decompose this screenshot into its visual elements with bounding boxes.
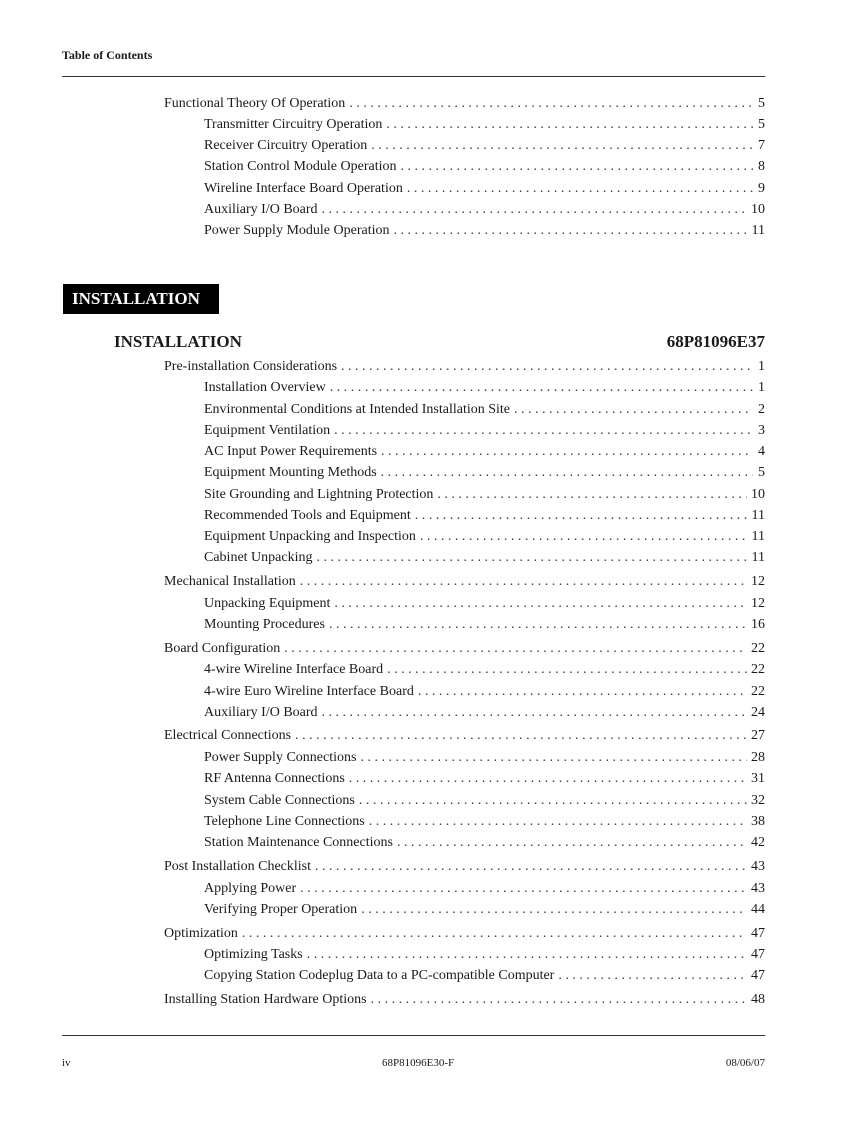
toc-entry-page: 47: [751, 926, 765, 941]
toc-dot-leader: [420, 528, 748, 546]
section-heading: INSTALLATION: [114, 332, 242, 351]
toc-entry-title: RF Antenna Connections: [204, 771, 345, 786]
toc-dot-leader: [407, 180, 753, 198]
toc-dot-leader: [371, 991, 747, 1009]
toc-dot-leader: [334, 595, 747, 613]
toc-entry-page: 44: [751, 902, 765, 917]
toc-entry[interactable]: [204, 834, 765, 852]
toc-entry-page: 7: [758, 138, 765, 153]
toc-entry-title: Site Grounding and Lightning Protection: [204, 487, 434, 502]
toc-entry-title: Electrical Connections: [164, 728, 292, 743]
toc-dot-leader: [284, 640, 747, 658]
toc-entry-title: AC Input Power Requirements: [204, 444, 378, 459]
toc-dot-leader: [334, 422, 753, 440]
toc-entry-title: Environmental Conditions at Intended Installation Site: [204, 402, 511, 417]
toc-entry-title: Pre-installation Considerations: [164, 359, 338, 374]
toc-entry[interactable]: [164, 925, 765, 943]
toc-entry[interactable]: [204, 704, 765, 722]
toc-entry-page: 12: [751, 596, 765, 611]
toc-entry[interactable]: [204, 661, 765, 679]
toc-entry-page: 11: [751, 223, 765, 238]
toc-entry-page: 12: [751, 574, 765, 589]
toc-entry-title: Applying Power: [204, 881, 297, 896]
toc-entry[interactable]: [204, 946, 765, 964]
toc-entry-title: Verifying Proper Operation: [204, 902, 358, 917]
toc-dot-leader: [300, 880, 747, 898]
toc-entry-title: Auxiliary I/O Board: [204, 705, 318, 720]
toc-entry-title: Board Configuration: [164, 641, 281, 656]
toc-entry-title: Post Installation Checklist: [164, 859, 311, 874]
toc-entry[interactable]: [204, 595, 765, 613]
footer-date: 08/06/07: [725, 1057, 765, 1069]
toc-entry-page: 22: [751, 662, 765, 677]
toc-dot-leader: [315, 858, 747, 876]
footer-rule: [62, 1035, 765, 1036]
toc-entry[interactable]: [204, 792, 765, 810]
toc-entry[interactable]: [204, 158, 765, 176]
toc-entry[interactable]: [204, 116, 765, 134]
toc-entry-page: 43: [751, 881, 765, 896]
toc-dot-leader: [295, 727, 747, 745]
toc-dot-leader: [307, 946, 747, 964]
toc-entry[interactable]: [204, 813, 765, 831]
toc-dot-leader: [558, 967, 747, 985]
toc-entry-title: 4-wire Wireline Interface Board: [204, 662, 384, 677]
toc-entry[interactable]: [204, 443, 765, 461]
toc-entry-title: Auxiliary I/O Board: [204, 202, 318, 217]
section-doc-number: 68P81096E37: [666, 332, 765, 351]
toc-entry[interactable]: [204, 379, 765, 397]
toc-entry[interactable]: [164, 991, 765, 1009]
toc-entry[interactable]: [204, 749, 765, 767]
toc-dot-leader: [387, 661, 747, 679]
toc-entry-page: 10: [751, 487, 765, 502]
toc-entry-title: Station Control Module Operation: [204, 159, 397, 174]
toc-entry-page: 3: [758, 423, 765, 438]
toc-entry[interactable]: [164, 573, 765, 591]
toc-entry[interactable]: [204, 616, 765, 634]
toc-dot-leader: [437, 486, 747, 504]
toc-entry-page: 24: [751, 705, 765, 720]
toc-dot-leader: [371, 137, 753, 155]
toc-entry-page: 1: [758, 380, 765, 395]
toc-entry[interactable]: [204, 507, 765, 525]
toc-entry-title: Equipment Mounting Methods: [204, 465, 377, 480]
toc-entry-page: 2: [758, 402, 765, 417]
toc-dot-leader: [360, 749, 747, 767]
toc-entry-title: Optimization: [164, 926, 238, 941]
toc-dot-leader: [330, 379, 753, 397]
toc-entry[interactable]: [204, 770, 765, 788]
toc-dot-leader: [329, 616, 747, 634]
toc-dot-leader: [322, 704, 747, 722]
toc-entry-title: System Cable Connections: [204, 793, 355, 808]
toc-entry-title: Mounting Procedures: [204, 617, 325, 632]
toc-entry-title: Station Maintenance Connections: [204, 835, 393, 850]
toc-entry-page: 32: [751, 793, 765, 808]
toc-entry-title: Equipment Ventilation: [204, 423, 331, 438]
toc-entry[interactable]: [164, 858, 765, 876]
toc-entry[interactable]: [164, 95, 765, 113]
toc-entry-title: Installing Station Hardware Options: [164, 992, 367, 1007]
toc-entry-title: Telephone Line Connections: [204, 814, 365, 829]
toc-dot-leader: [514, 401, 753, 419]
page-header-title: Table of Contents: [62, 48, 153, 62]
header-rule: [62, 76, 765, 77]
toc-entry-title: Optimizing Tasks: [204, 947, 303, 962]
toc-entry-page: 5: [758, 465, 765, 480]
toc-entry[interactable]: [204, 422, 765, 440]
toc-dot-leader: [349, 95, 753, 113]
toc-entry-page: 1: [758, 359, 765, 374]
toc-dot-leader: [415, 507, 748, 525]
toc-entry-page: 8: [758, 159, 765, 174]
toc-entry[interactable]: [204, 464, 765, 482]
toc-entry-title: Recommended Tools and Equipment: [204, 508, 411, 523]
toc-entry-title: Power Supply Module Operation: [204, 223, 390, 238]
toc-entry-page: 47: [751, 947, 765, 962]
toc-entry-page: 47: [751, 968, 765, 983]
toc-entry[interactable]: [204, 201, 765, 219]
toc-dot-leader: [397, 834, 747, 852]
toc-entry-title: Unpacking Equipment: [204, 596, 331, 611]
toc-entry-page: 9: [758, 181, 765, 196]
toc-dot-leader: [393, 222, 747, 240]
toc-entry-page: 28: [751, 750, 765, 765]
toc-dot-leader: [359, 792, 747, 810]
toc-entry[interactable]: [204, 222, 765, 240]
toc-entry-page: 22: [751, 684, 765, 699]
toc-entry-page: 11: [751, 550, 765, 565]
toc-entry-page: 43: [751, 859, 765, 874]
toc-entry[interactable]: [204, 401, 765, 419]
toc-entry-page: 38: [751, 814, 765, 829]
toc-entry-title: 4-wire Euro Wireline Interface Board: [204, 684, 414, 699]
toc-entry-title: Wireline Interface Board Operation: [204, 181, 403, 196]
toc-entry-title: Power Supply Connections: [204, 750, 357, 765]
toc-entry[interactable]: [164, 358, 765, 376]
toc-entry-title: Transmitter Circuitry Operation: [204, 117, 383, 132]
toc-entry-page: 31: [751, 771, 765, 786]
toc-entry[interactable]: [204, 880, 765, 898]
toc-dot-leader: [361, 901, 747, 919]
toc-dot-leader: [316, 549, 747, 567]
toc-dot-leader: [369, 813, 747, 831]
toc-dot-leader: [322, 201, 747, 219]
toc-entry-page: 10: [751, 202, 765, 217]
toc-dot-leader: [400, 158, 753, 176]
toc-entry[interactable]: [204, 683, 765, 701]
toc-entry[interactable]: [164, 727, 765, 745]
toc-dot-leader: [386, 116, 753, 134]
toc-entry-page: 42: [751, 835, 765, 850]
footer-doc-number: 68P81096E30-F: [382, 1057, 455, 1069]
toc-dot-leader: [242, 925, 747, 943]
toc-entry[interactable]: [204, 528, 765, 546]
toc-dot-leader: [381, 443, 753, 461]
toc-entry-page: 11: [751, 508, 765, 523]
toc-entry[interactable]: [164, 640, 765, 658]
toc-entry[interactable]: [204, 486, 765, 504]
toc-dot-leader: [349, 770, 747, 788]
toc-entry[interactable]: [204, 180, 765, 198]
toc-entry-title: Installation Overview: [204, 380, 326, 395]
toc-entry-title: Copying Station Codeplug Data to a PC-compatible Computer: [204, 968, 555, 983]
toc-dot-leader: [341, 358, 753, 376]
toc-entry-page: 27: [751, 728, 765, 743]
toc-entry-title: Receiver Circuitry Operation: [204, 138, 368, 153]
toc-entry-page: 48: [751, 992, 765, 1007]
toc-entry-page: 22: [751, 641, 765, 656]
toc-entry-title: Functional Theory Of Operation: [164, 96, 346, 111]
toc-entry-page: 4: [758, 444, 765, 459]
toc-entry-page: 5: [758, 117, 765, 132]
toc-entry-title: Cabinet Unpacking: [204, 550, 313, 565]
toc-entry-title: Equipment Unpacking and Inspection: [204, 529, 416, 544]
toc-entry-page: 5: [758, 96, 765, 111]
toc-dot-leader: [418, 683, 747, 701]
footer-page-number: iv: [62, 1057, 71, 1069]
toc-entry-page: 16: [751, 617, 765, 632]
toc-dot-leader: [300, 573, 747, 591]
toc-entry[interactable]: [204, 967, 765, 985]
section-tab: INSTALLATION: [63, 284, 219, 314]
toc-entry[interactable]: [204, 549, 765, 567]
toc-dot-leader: [381, 464, 753, 482]
toc-entry-title: Mechanical Installation: [164, 574, 296, 589]
toc-entry-page: 11: [751, 529, 765, 544]
toc-entry[interactable]: [204, 137, 765, 155]
toc-entry[interactable]: [204, 901, 765, 919]
